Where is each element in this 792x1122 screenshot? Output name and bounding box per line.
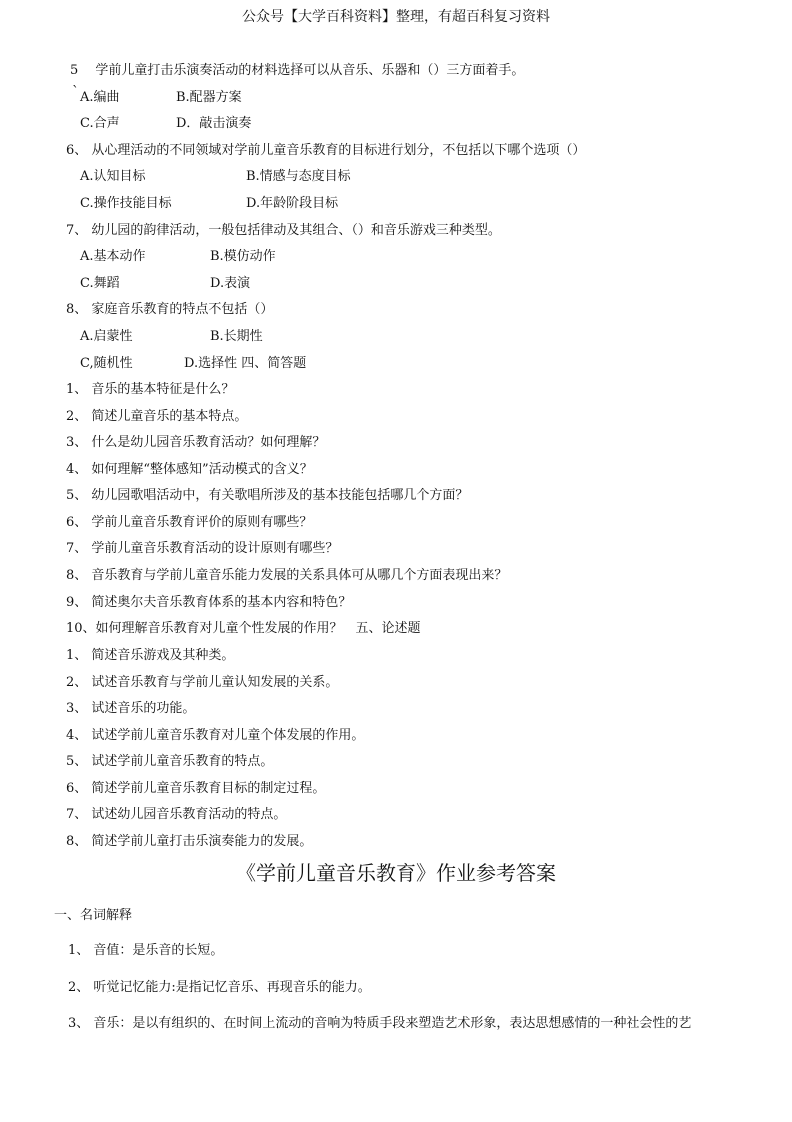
list-item: 6、 简述学前儿童音乐教育目标的制定过程。 (66, 781, 326, 796)
question-stem: 5 学前儿童打击乐演奏活动的材料选择可以从音乐、乐器和（）三方面着手。 (70, 63, 525, 78)
list-item: 8、 简述学前儿童打击乐演奏能力的发展。 (66, 834, 313, 849)
question-stem: 8、 家庭音乐教育的特点不包括（） (66, 302, 274, 317)
list-item: 4、 试述学前儿童音乐教育对儿童个体发展的作用。 (66, 728, 365, 743)
list-item: 4、 如何理解“整体感知”活动模式的含义？ (66, 462, 313, 477)
list-item: 9、 简述奥尔夫音乐教育体系的基本内容和特色？ (66, 595, 352, 610)
option-a: A.基本动作 (80, 249, 146, 264)
answer-item: 2、 听觉记忆能力:是指记忆音乐、再现音乐的能力。 (68, 980, 371, 995)
list-item: 2、 试述音乐教育与学前儿童认知发展的关系。 (66, 675, 339, 690)
question-stem: 6、 从心理活动的不同领域对学前儿童音乐教育的目标进行划分，不包括以下哪个选项（） (66, 143, 586, 158)
option-a: A.编曲 (80, 90, 120, 105)
list-item: 1、 音乐的基本特征是什么？ (66, 382, 235, 397)
answer-item: 1、 音值：是乐音的长短。 (68, 943, 224, 958)
question-stem: 7、 幼儿园的韵律活动，一般包括律动及其组合、（）和音乐游戏三种类型。 (66, 223, 501, 238)
option-c: C,随机性 (80, 356, 133, 371)
option-a: A.认知目标 (80, 169, 146, 184)
option-c: C.合声 (80, 116, 120, 131)
section-heading: 一、名词解释 (54, 908, 133, 923)
option-b: B.配器方案 (176, 90, 242, 105)
list-item: 8、 音乐教育与学前儿童音乐能力发展的关系具体可从哪几个方面表现出来？ (66, 568, 508, 583)
option-d-with-section: D.选择性 四、简答题 (184, 356, 307, 371)
option-b: B.情感与态度目标 (246, 169, 351, 184)
page-title: 《学前儿童音乐教育》作业参考答案 (236, 861, 556, 885)
list-item: 1、 简述音乐游戏及其种类。 (66, 648, 235, 663)
option-b: B.长期性 (210, 329, 263, 344)
list-item: 3、 试述音乐的功能。 (66, 701, 196, 716)
list-item: 5、 试述学前儿童音乐教育的特点。 (66, 754, 274, 769)
list-item: 2、 简述儿童音乐的基本特点。 (66, 409, 248, 424)
list-item-with-section: 10、如何理解音乐教育对儿童个性发展的作用？ 五、论述题 (66, 621, 421, 636)
option-b: B.模仿动作 (210, 249, 276, 264)
option-c: C.操作技能目标 (80, 196, 172, 211)
page-header: 公众号【大学百科资料】整理，有超百科复习资料 (242, 9, 550, 25)
list-item: 7、 试述幼儿园音乐教育活动的特点。 (66, 807, 287, 822)
option-c: C.舞蹈 (80, 276, 120, 291)
list-item: 6、 学前儿童音乐教育评价的原则有哪些？ (66, 515, 313, 530)
answer-item: 3、 音乐：是以有组织的、在时间上流动的音响为特质手段来塑造艺术形象，表达思想感情的一种社会性的艺 (68, 1016, 692, 1031)
list-item: 7、 学前儿童音乐教育活动的设计原则有哪些？ (66, 541, 339, 556)
option-a: A.启蒙性 (80, 329, 133, 344)
list-item: 5、 幼儿园歌唱活动中，有关歌唱所涉及的基本技能包括哪几个方面？ (66, 488, 469, 503)
list-item: 3、 什么是幼儿园音乐教育活动？如何理解？ (66, 435, 326, 450)
option-d: D.表演 (210, 276, 251, 291)
option-d: D．敲击演奏 (176, 116, 252, 131)
option-d: D.年龄阶段目标 (246, 196, 339, 211)
stray-mark: ` (72, 84, 79, 100)
